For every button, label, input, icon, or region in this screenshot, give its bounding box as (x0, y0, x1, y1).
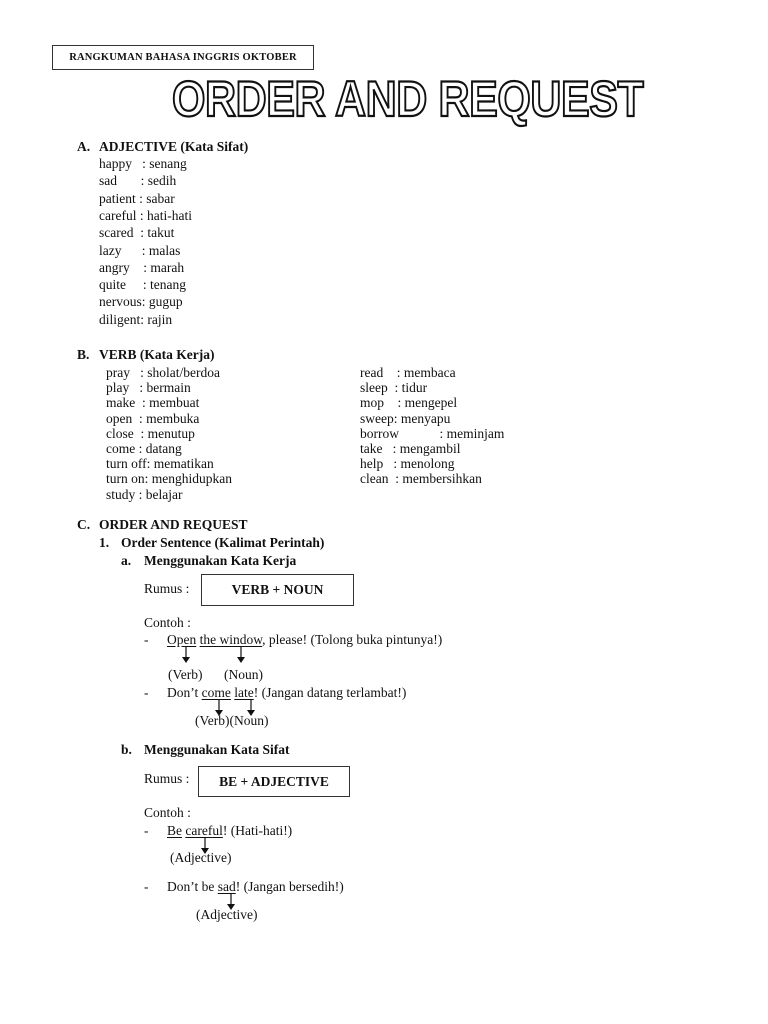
sentence-rest: ! (Hati-hati!) (222, 823, 293, 838)
adjective-list-item: lazy : malas (99, 242, 181, 258)
verb-list-item: sleep : tidur (360, 380, 428, 396)
adjective-list-item: scared : takut (99, 225, 175, 241)
verb-word-come: come (201, 685, 231, 700)
verb-list-item: sweep: menyapu (360, 410, 451, 426)
part-a-example-1 (167, 633, 442, 647)
adjective-list-item: careful : hati-hati (99, 207, 192, 223)
part-b-example-1-dash: - (144, 823, 149, 838)
arrow-down-icon (180, 646, 192, 664)
document-title: ORDER AND REQUEST (172, 71, 644, 127)
part-b-contoh-label: Contoh : (144, 805, 191, 820)
sentence-rest: ! (Jangan datang terlambat!) (253, 685, 407, 700)
verb-list-item: clean : membersihkan (360, 471, 482, 487)
part-b-rumus-label: Rumus : (144, 771, 190, 786)
document-header-box: RANGKUMAN BAHASA INGGRIS OKTOBER (52, 45, 314, 70)
section-b-heading: VERB (Kata Kerja) (99, 347, 215, 362)
part-a-letter: a. (121, 553, 132, 568)
adjective-list-item: happy : senang (99, 156, 187, 171)
part-a-example-1-dash: - (144, 632, 149, 647)
verb-list-item: turn on: menghidupkan (106, 471, 232, 487)
verb-list-item: read : membaca (360, 365, 456, 380)
part-a-rumus-label: Rumus : (144, 581, 190, 596)
adjective-list-item: angry : marah (99, 259, 185, 275)
section-c-letter: C. (77, 517, 91, 532)
verb-list-item: take : mengambil (360, 441, 461, 456)
sentence-rest: ! (Jangan bersedih!) (235, 879, 344, 894)
verb-list-item: come : datang (106, 441, 182, 456)
verb-list-item: make : membuat (106, 395, 200, 411)
be-word: Be (167, 823, 182, 838)
noun-label: (Noun) (224, 667, 263, 682)
part-a-example-2 (167, 686, 406, 700)
part-a-contoh-label: Contoh : (144, 615, 191, 630)
part-b-heading: Menggunakan Kata Sifat (144, 742, 290, 757)
verb-label: (Verb) (168, 667, 203, 682)
subsection-1-number: 1. (99, 535, 110, 550)
part-a-formula-box: VERB + NOUN (201, 574, 354, 606)
adjective-list-item: diligent: rajin (99, 311, 173, 327)
section-b-letter: B. (77, 347, 90, 362)
part-a-heading: Menggunakan Kata Kerja (144, 553, 297, 568)
part-b-formula-box: BE + ADJECTIVE (198, 766, 350, 797)
verb-list-item: borrow : meminjam (360, 425, 505, 441)
part-b-letter: b. (121, 742, 132, 757)
adjective-list-item: patient : sabar (99, 190, 175, 206)
sentence-prefix: Don’t be (167, 879, 218, 894)
verb-noun-labels: (Verb)(Noun) (195, 713, 269, 728)
subsection-1-heading: Order Sentence (Kalimat Perintah) (121, 535, 325, 550)
noun-phrase-the-window: the window (199, 632, 263, 647)
sentence-prefix: Don’t (167, 685, 202, 700)
verb-word-open: Open (167, 632, 197, 647)
adjective-label: (Adjective) (196, 907, 258, 922)
adjective-word-sad: sad (217, 879, 236, 894)
verb-list-item: study : belajar (106, 486, 183, 502)
section-a-letter: A. (77, 139, 91, 154)
adjective-list-item: sad : sedih (99, 173, 177, 189)
verb-list-item: open : membuka (106, 410, 200, 426)
part-a-example-2-dash: - (144, 685, 149, 700)
adjective-list-item: quite : tenang (99, 277, 186, 293)
sentence-rest: , please! (Tolong buka pintunya!) (262, 632, 443, 647)
verb-list-item: close : menutup (106, 425, 195, 441)
adjective-label: (Adjective) (170, 850, 232, 865)
verb-list-item: pray : sholat/berdoa (106, 365, 220, 380)
noun-word-late: late (234, 685, 254, 700)
verb-list-item: turn off: mematikan (106, 456, 214, 472)
part-b-example-1 (167, 824, 292, 838)
arrow-down-icon (235, 646, 247, 664)
section-c-heading: ORDER AND REQUEST (99, 517, 248, 532)
section-a-heading: ADJECTIVE (Kata Sifat) (99, 139, 249, 154)
verb-list-item: help : menolong (360, 456, 455, 472)
part-b-example-2 (167, 880, 344, 894)
verb-list-item: mop : mengepel (360, 395, 458, 411)
adjective-list-item: nervous: gugup (99, 294, 183, 310)
adjective-word-careful: careful (185, 823, 223, 838)
part-b-example-2-dash: - (144, 879, 149, 894)
verb-list-item: play : bermain (106, 380, 191, 396)
